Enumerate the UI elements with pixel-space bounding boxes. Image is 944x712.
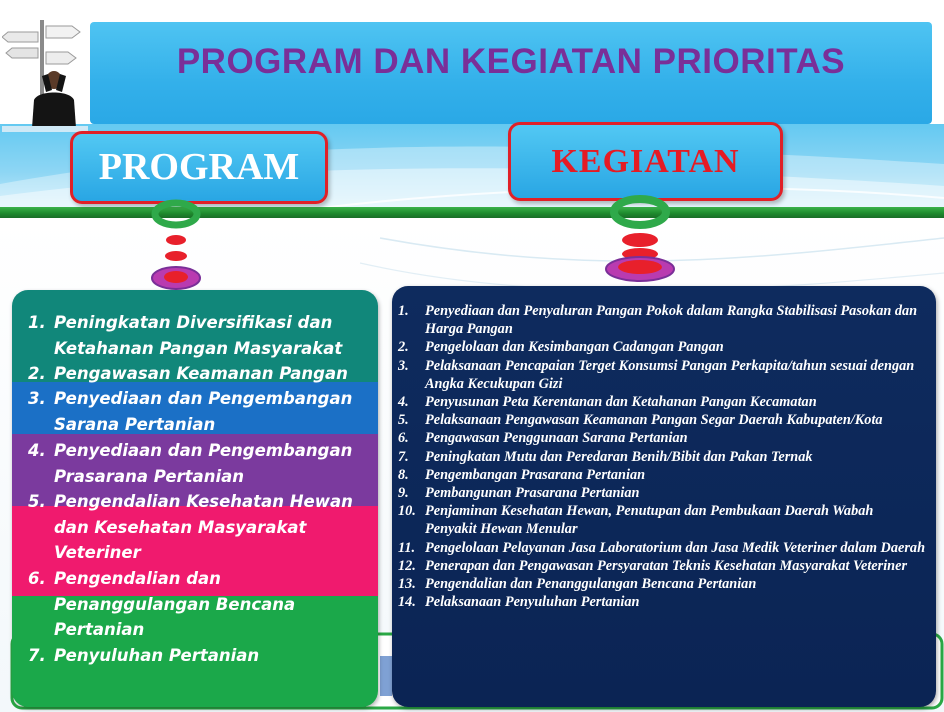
signpost-person-icon: [2, 18, 88, 132]
list-item: 8. Pengembangan Prasarana Pertanian: [398, 466, 646, 483]
list-item: 2. Pengelolaan dan Kesimbangan Cadangan Pangan: [398, 339, 724, 356]
list-item: 14. Pelaksanaan Penyuluhan Pertanian: [398, 594, 640, 611]
list-item: 11. Pengelolaan Pelayanan Jasa Laboratorium dan Jasa Medik Veteriner dalam Daerah: [398, 539, 926, 556]
list-item: 5. Pelaksanaan Pengawasan Keamanan Pangan Segar Daerah Kabupaten/Kota: [398, 412, 883, 429]
list-item: 5. Pengendalian Kesehatan Hewan dan Kesehatan Masyarakat Veteriner: [28, 492, 353, 562]
list-item: 4. Penyediaan dan Pengembangan Prasarana Pertanian: [28, 441, 353, 486]
list-item: 3. Pelaksanaan Pencapaian Terget Konsumsi Pangan Perkapita/tahun sesuai dengan Angka Kecukupan Gizi: [398, 357, 915, 392]
list-item: 6. Pengawasan Penggunaan Sarana Pertanian: [398, 430, 688, 447]
list-item: 3. Penyediaan dan Pengembangan Sarana Pertanian: [28, 389, 353, 434]
list-item: 1. Peningkatan Diversifikasi dan Ketahanan Pangan Masyarakat: [28, 313, 343, 358]
spiral-connector-icon: [142, 198, 212, 294]
kegiatan-label-text: KEGIATAN: [551, 143, 740, 180]
kegiatan-list: [398, 302, 928, 611]
program-label-text: PROGRAM: [98, 146, 300, 188]
list-item: 4. Penyusunan Peta Kerentanan dan Ketahanan Pangan Kecamatan: [398, 394, 817, 411]
list-item: 13. Pengendalian dan Penanggulangan Bencana Pertanian: [398, 576, 757, 593]
list-item: 6. Pengendalian dan Penanggulangan Bencana Pertanian: [28, 569, 296, 639]
page-title: PROGRAM DAN KEGIATAN PRIORITAS: [176, 42, 846, 81]
list-item: 7. Peningkatan Mutu dan Peredaran Benih/Bibit dan Pakan Ternak: [398, 448, 813, 465]
program-label: [70, 131, 328, 204]
list-item: 10. Penjaminan Kesehatan Hewan, Penutupan dan Pembukaan Daerah Wabah Penyakit Hewan Menular: [398, 503, 874, 538]
list-item: 1. Penyediaan dan Penyaluran Pangan Pokok dalam Rangka Stabilisasi Pasokan dan Harga Pangan: [398, 303, 918, 338]
spiral-connector-icon: [598, 194, 684, 286]
list-item: 9. Pembangunan Prasarana Pertanian: [398, 485, 640, 502]
list-item: 12. Penerapan dan Pengawasan Persyaratan Teknis Kesehatan Masyarakat Veteriner: [398, 557, 908, 574]
kegiatan-label: [508, 122, 783, 201]
list-item: 7. Penyuluhan Pertanian: [28, 646, 260, 665]
list-item: 2. Pengawasan Keamanan Pangan: [28, 364, 348, 383]
